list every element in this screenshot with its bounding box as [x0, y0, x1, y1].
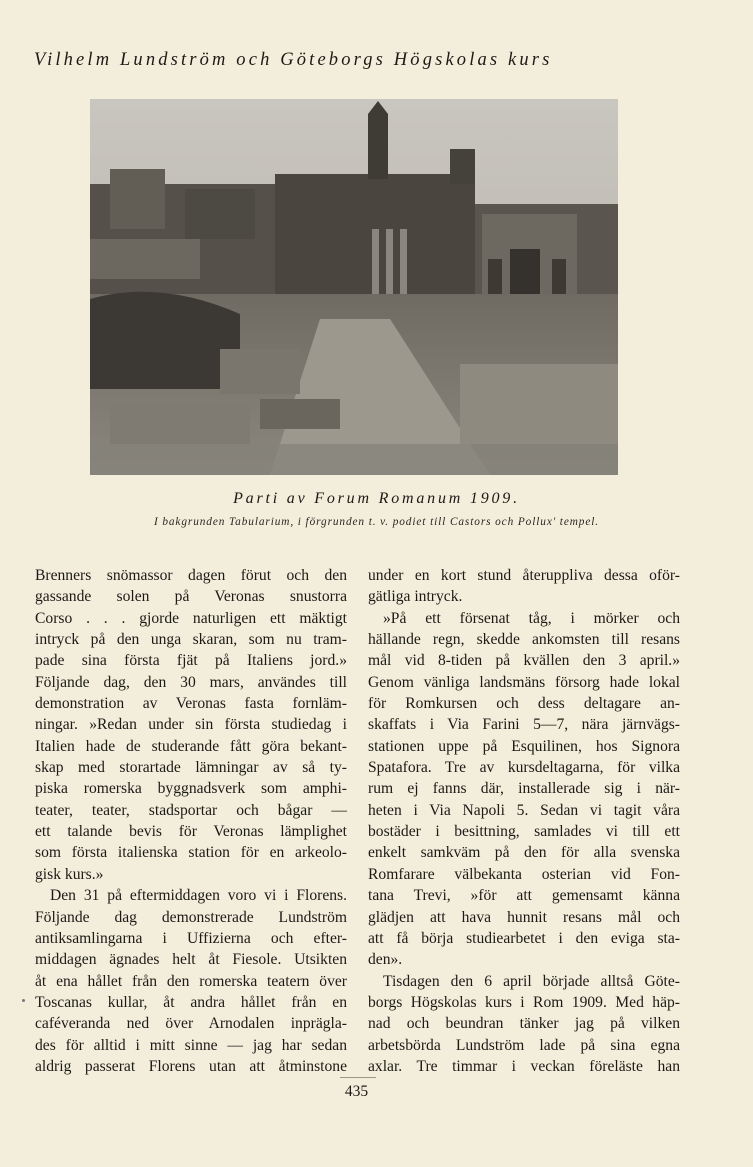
- text-line: skap med storartade lämningar av så ty-: [35, 759, 347, 777]
- text-line: gätliga intryck.: [368, 588, 463, 606]
- text-line: mål vid 8-tiden på kvällen den 3 april.»: [368, 652, 680, 670]
- text-line: aldrig passerat Florens utan att åtminstone: [35, 1057, 347, 1075]
- text-line: pade sina första fjät på Italiens jord.»: [35, 652, 347, 670]
- text-line: Spatafora. Tre av kursdeltagarna, för vilka: [368, 759, 680, 777]
- text-line: middagen ägnades helt åt Fiesole. Utsikten: [35, 951, 347, 969]
- text-line: des för alltid i mitt sinne — jag har sedan: [35, 1036, 347, 1054]
- text-line: stationen uppe på Esquilinen, hos Signora: [368, 737, 680, 755]
- text-line: piska romerska byggnadsverk som amphi-: [35, 780, 347, 798]
- text-line: nad och beundran tänker jag på vilken: [368, 1015, 680, 1033]
- text-line: borgs Högskolas kurs i Rom 1909. Med häp-: [368, 993, 680, 1011]
- text-line: Corso . . . gjorde naturligen ett mäktigt: [35, 609, 347, 627]
- text-line: åt ena hållet från den romerska teatern över: [35, 972, 347, 990]
- text-line: gisk kurs.»: [35, 865, 104, 883]
- margin-mark: [22, 999, 25, 1002]
- text-line: demonstration av Veronas fasta fornläm-: [35, 695, 347, 713]
- text-line: som första italienska station för en arkeolo-: [35, 844, 347, 862]
- text-line: intryck på den unga skaran, som nu tram-: [35, 631, 347, 649]
- text-line: arbetsbörda Lundström lade på sina egna: [368, 1036, 680, 1054]
- right-text-column: [368, 565, 680, 1077]
- text-line: tana Trevi, »för att gemensamt känna: [368, 887, 680, 905]
- text-line: axlar. Tre timmar i veckan föreläste han: [368, 1057, 680, 1075]
- text-line: för Romkursen och dess deltagare an-: [368, 695, 680, 713]
- text-line: bostäder i besittning, samlades vi till ett: [368, 823, 680, 841]
- text-line: skaffats i Via Farini 5—7, nära järnvägs-: [368, 716, 680, 734]
- text-line: Romfarare välbekanta osterian vid Fon-: [368, 865, 680, 883]
- figure-caption-title: Parti av Forum Romanum 1909.: [233, 490, 520, 507]
- text-line: »På ett försenat tåg, i mörker och: [383, 609, 680, 627]
- text-line: caféveranda ned över Arnodalen inprägla-: [35, 1015, 347, 1033]
- text-line: den».: [368, 951, 403, 969]
- text-line: glädjen att hava hunnit resans mål och: [368, 908, 680, 926]
- running-header: Vilhelm Lundström och Göteborgs Högskolas kurs: [34, 50, 553, 70]
- photo-illustration: [90, 99, 618, 475]
- page-number: 435: [344, 1083, 369, 1100]
- text-line: Genom vänliga landsmäns försorg hade lokal: [368, 673, 680, 691]
- forum-romanum-photo: [90, 99, 618, 475]
- text-line: rum ej fanns där, installerade sig i när-: [368, 780, 680, 798]
- text-line: Toscanas kullar, åt andra hållet från en: [35, 993, 347, 1011]
- text-line: antiksamlingarna i Uffizierna och efter-: [35, 929, 347, 947]
- left-text-column: [35, 565, 347, 1077]
- text-line: Tisdagen den 6 april började alltså Göte-: [383, 972, 680, 990]
- text-line: Följande dag demonstrerade Lundström: [35, 908, 347, 926]
- text-line: hällande regn, skedde ankomsten till resans: [368, 631, 680, 649]
- footer-rule: [340, 1077, 376, 1078]
- text-line: under en kort stund återuppliva dessa oför-: [368, 567, 680, 584]
- text-line: enkelt samkväm på den för alla svenska: [368, 844, 680, 862]
- text-line: Följande dag, den 30 mars, användes till: [35, 673, 347, 691]
- text-line: heten i Via Napoli 5. Sedan vi tagit våra: [368, 801, 680, 819]
- text-line: ningar. »Redan under sin första studiedag i: [35, 716, 347, 734]
- figure-caption-subtitle: I bakgrunden Tabularium, i förgrunden t. v. podiet till Castors och Pollux' tempel.: [153, 516, 600, 528]
- text-line: Italien hade de studerande fått göra bekant-: [35, 737, 347, 755]
- text-line: att få börja studiearbetet i den eviga sta-: [368, 929, 680, 947]
- text-line: teater, teater, stadsportar och bågar —: [35, 801, 347, 819]
- text-line: ett talande bevis för Veronas lämplighet: [35, 823, 347, 841]
- text-line: gassande solen på Veronas snustorra: [35, 588, 347, 606]
- text-line: Den 31 på eftermiddagen voro vi i Florens.: [50, 887, 347, 905]
- text-line: Brenners snömassor dagen förut och den: [35, 567, 347, 584]
